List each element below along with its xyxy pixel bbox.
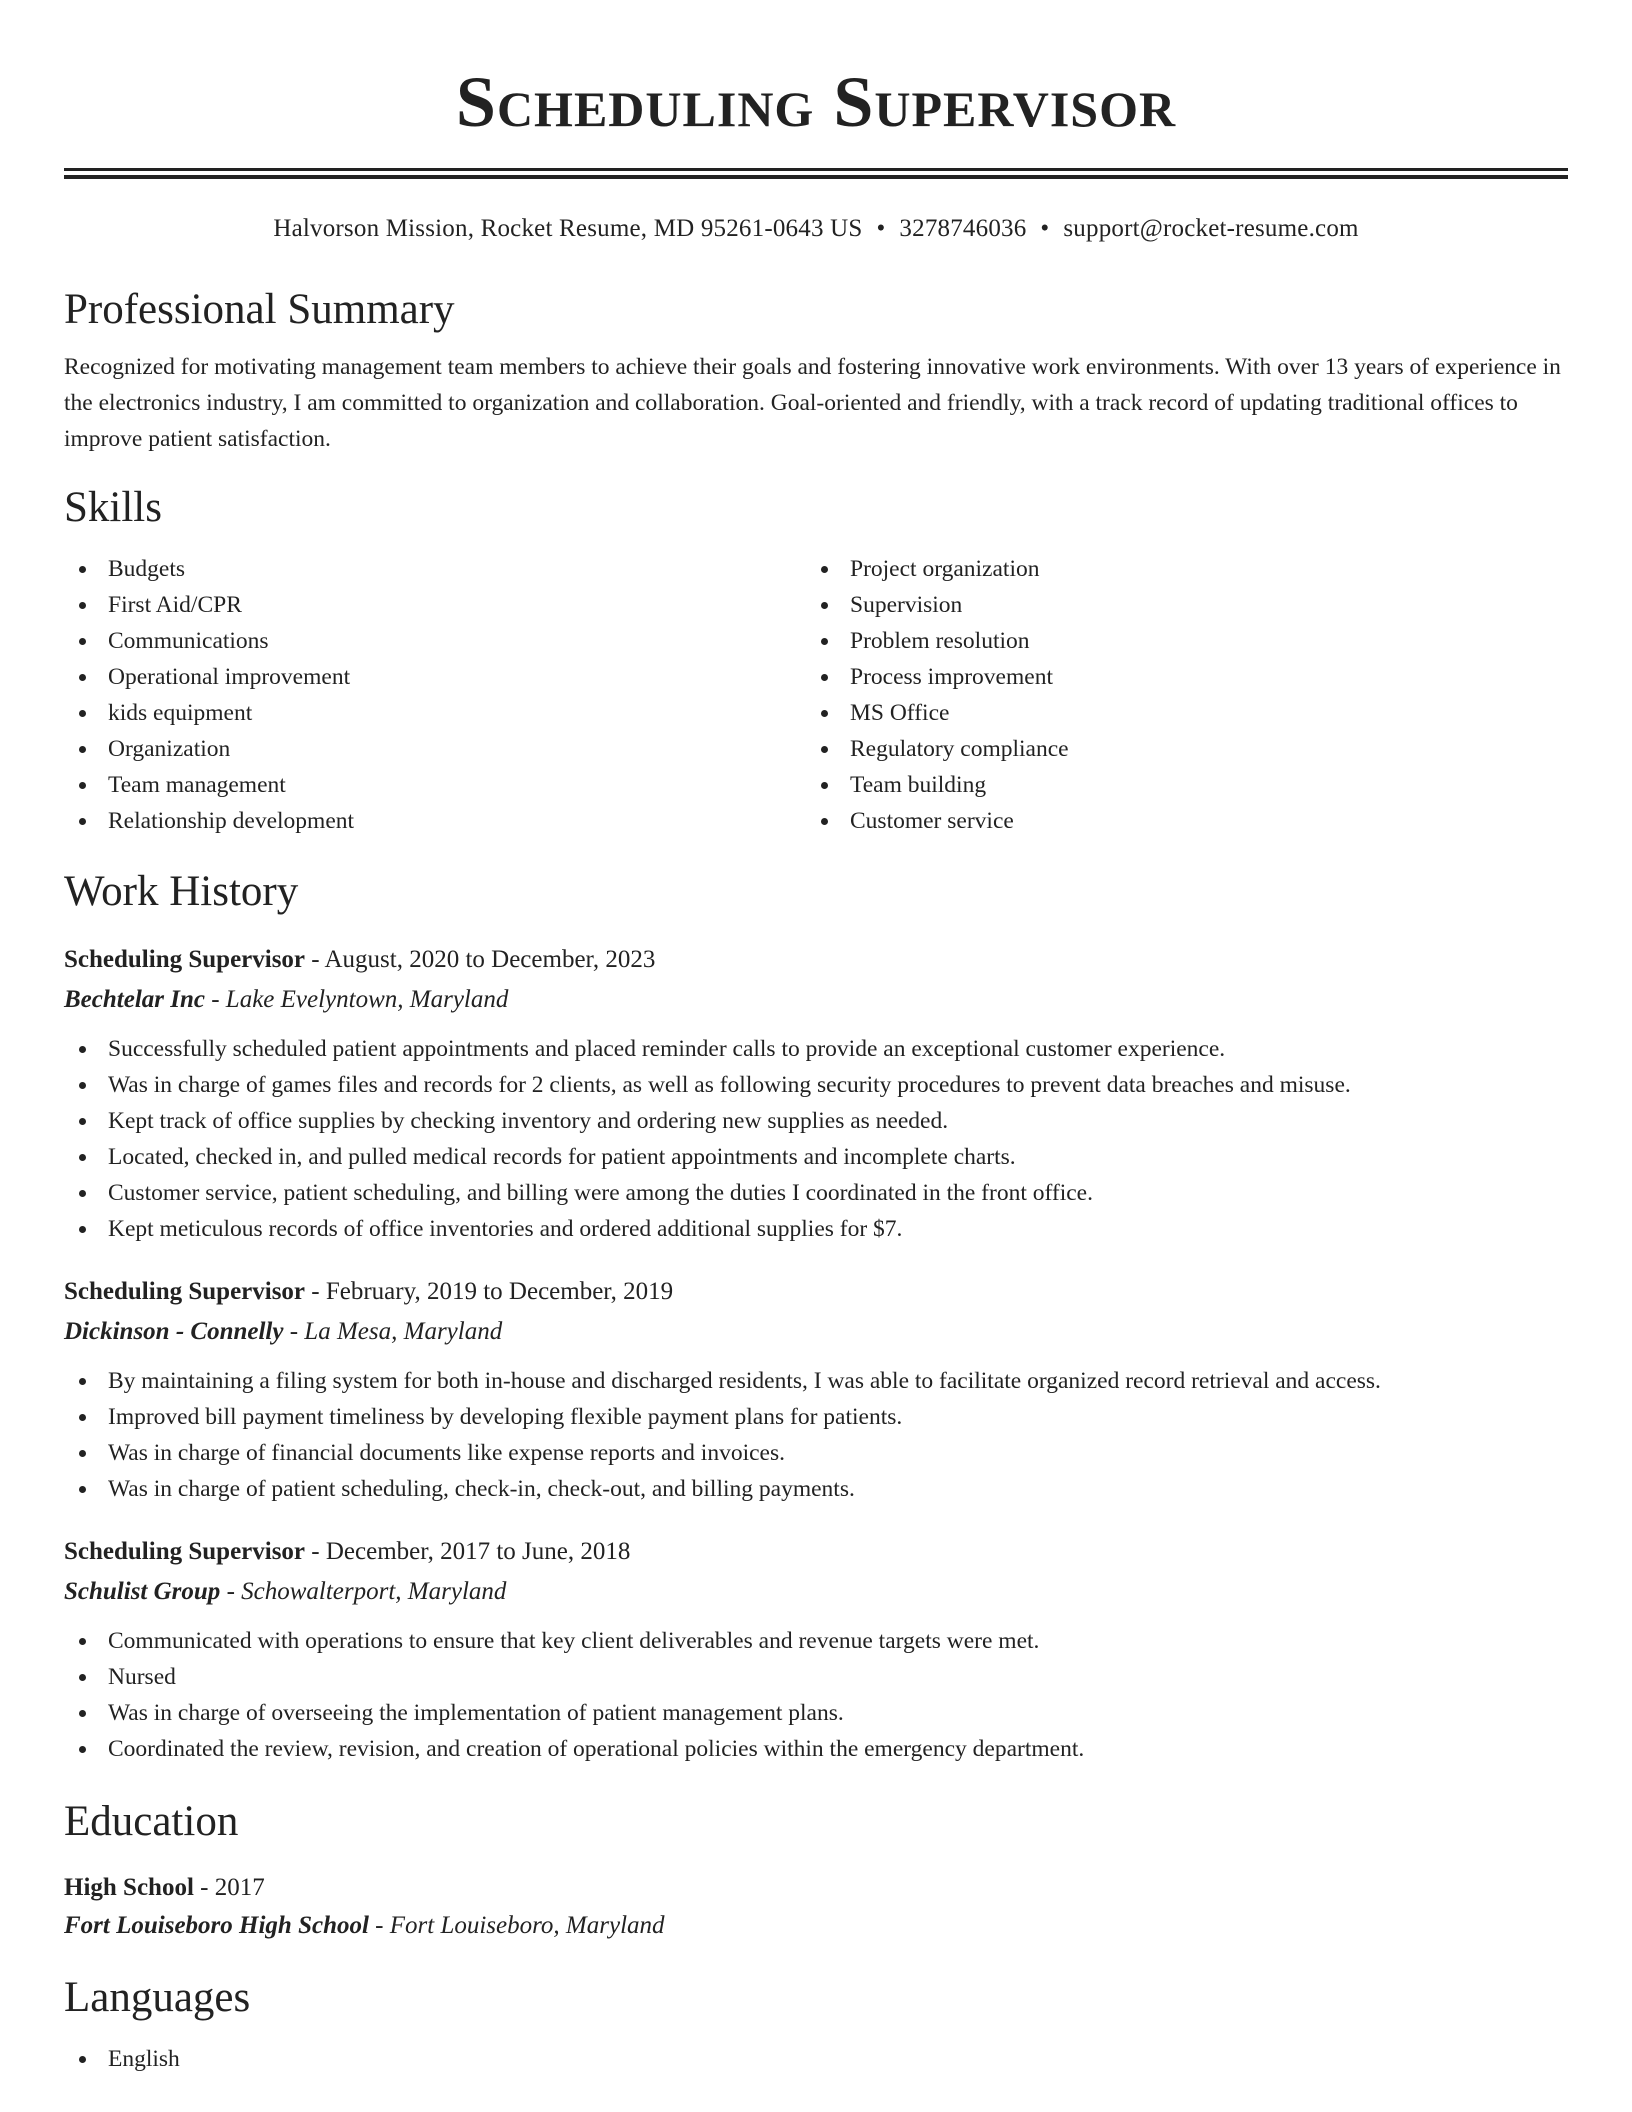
job-bullet: Was in charge of financial documents like expense reports and invoices. (64, 1435, 1568, 1471)
job-company: Dickinson - Connelly (64, 1317, 284, 1345)
skill-item: Operational improvement (64, 659, 806, 695)
education-school: Fort Louiseboro High School (64, 1911, 369, 1939)
skill-item: Team management (64, 767, 806, 803)
skill-item: Problem resolution (806, 623, 1548, 659)
skill-item: Supervision (806, 587, 1548, 623)
job-dates: - December, 2017 to June, 2018 (305, 1537, 631, 1565)
skill-item: Project organization (806, 551, 1548, 587)
languages-list (64, 2041, 1568, 2077)
job-entry (64, 943, 1568, 1247)
job-title-line (64, 943, 1568, 977)
job-employer-line (64, 1315, 1568, 1349)
job-dates: - February, 2019 to December, 2019 (305, 1277, 674, 1305)
job-entry (64, 1275, 1568, 1507)
job-bullet: Coordinated the review, revision, and creation of operational policies within the emergency department. (64, 1731, 1568, 1767)
job-company: Bechtelar Inc (64, 985, 205, 1013)
job-bullet: Improved bill payment timeliness by developing flexible payment plans for patients. (64, 1399, 1568, 1435)
contact-address: Halvorson Mission, Rocket Resume, MD 95261-0643 US (273, 215, 863, 242)
work-history-heading: Work History (64, 867, 299, 915)
skill-item: Organization (64, 731, 806, 767)
skill-item: MS Office (806, 695, 1548, 731)
summary-heading: Professional Summary (64, 286, 455, 333)
education-location: - Fort Louiseboro, Maryland (368, 1911, 665, 1939)
language-item: English (64, 2041, 1568, 2077)
contact-line (64, 213, 1568, 245)
skill-item: Budgets (64, 551, 806, 587)
job-dates: - August, 2020 to December, 2023 (305, 945, 656, 973)
skill-item: Relationship development (64, 803, 806, 839)
skills-list-left (64, 551, 806, 839)
job-bullets (64, 1623, 1568, 1767)
skills-list-right (806, 551, 1548, 839)
job-entry (64, 1535, 1568, 1767)
job-bullet: Kept meticulous records of office inventories and ordered additional supplies for $7. (64, 1211, 1568, 1247)
skill-item: Communications (64, 623, 806, 659)
skill-item: First Aid/CPR (64, 587, 806, 623)
skill-item: Regulatory compliance (806, 731, 1548, 767)
skills-grid (64, 551, 1568, 839)
job-location: - Schowalterport, Maryland (220, 1577, 507, 1605)
job-bullet: Successfully scheduled patient appointments and placed reminder calls to provide an exceptional customer experience. (64, 1031, 1568, 1067)
summary-text: Recognized for motivating management team members to achieve their goals and fostering innovative work environments. With over 13 years of experience in the electronics industry, I am committed to organization and collaboration. Goal-oriented and friendly, with a track record of updating traditional offices to improve patient satisfaction. (64, 354, 1561, 452)
education-heading: Education (64, 1797, 239, 1845)
job-bullets (64, 1363, 1568, 1507)
contact-separator: • (876, 215, 886, 242)
skill-item: Customer service (806, 803, 1548, 839)
education-year: - 2017 (193, 1873, 265, 1901)
job-title: Scheduling Supervisor (64, 945, 306, 973)
job-bullet: Customer service, patient scheduling, and billing were among the duties I coordinated in the front office. (64, 1175, 1568, 1211)
education-degree-line (64, 1871, 1568, 1905)
job-employer-line (64, 983, 1568, 1017)
contact-email: support@rocket-resume.com (1063, 215, 1359, 242)
job-location: - La Mesa, Maryland (283, 1317, 503, 1345)
skill-item: Process improvement (806, 659, 1548, 695)
skill-item: kids equipment (64, 695, 806, 731)
job-title: Scheduling Supervisor (64, 1277, 306, 1305)
job-title-line (64, 1275, 1568, 1309)
education-degree: High School (64, 1873, 194, 1901)
skill-item: Team building (806, 767, 1548, 803)
job-bullet: Nursed (64, 1659, 1568, 1695)
languages-heading: Languages (64, 1973, 251, 2021)
job-bullet: Located, checked in, and pulled medical records for patient appointments and incomplete charts. (64, 1139, 1568, 1175)
job-company: Schulist Group (64, 1577, 221, 1605)
job-bullets (64, 1031, 1568, 1247)
education-school-line (64, 1909, 1568, 1943)
job-location: - Lake Evelyntown, Maryland (204, 985, 509, 1013)
contact-phone: 3278746036 (899, 215, 1027, 242)
contact-separator: • (1040, 215, 1050, 242)
job-bullet: By maintaining a filing system for both in-house and discharged residents, I was able to facilitate organized record retrieval and access. (64, 1363, 1568, 1399)
job-employer-line (64, 1575, 1568, 1609)
job-bullet: Kept track of office supplies by checking inventory and ordering new supplies as needed. (64, 1103, 1568, 1139)
job-bullet: Communicated with operations to ensure that key client deliverables and revenue targets were met. (64, 1623, 1568, 1659)
skills-heading: Skills (64, 483, 162, 531)
job-bullet: Was in charge of patient scheduling, check-in, check-out, and billing payments. (64, 1471, 1568, 1507)
job-bullet: Was in charge of overseeing the implementation of patient management plans. (64, 1695, 1568, 1731)
title-divider (64, 168, 1568, 179)
job-bullet: Was in charge of games files and records for 2 clients, as well as following security procedures to prevent data breaches and misuse. (64, 1067, 1568, 1103)
resume-title: Scheduling Supervisor (455, 62, 1177, 142)
job-title: Scheduling Supervisor (64, 1537, 306, 1565)
job-title-line (64, 1535, 1568, 1569)
